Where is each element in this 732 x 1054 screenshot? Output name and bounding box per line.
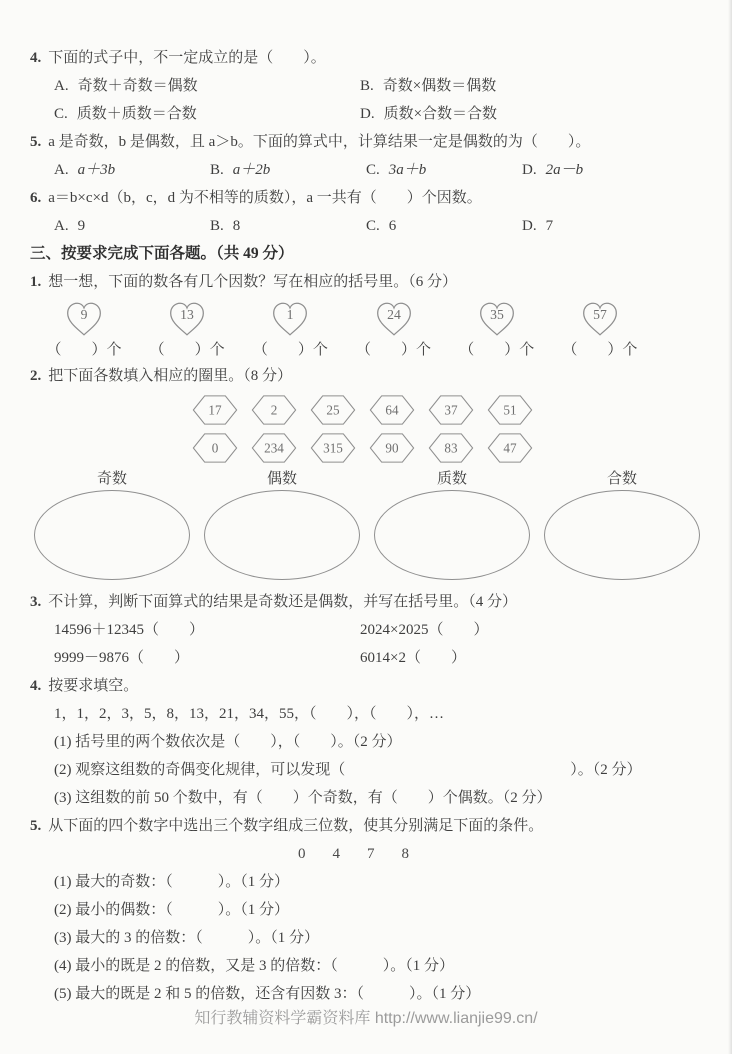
hexagon-shape-icon xyxy=(485,394,535,426)
option-c xyxy=(366,216,522,236)
option-text: 7 xyxy=(545,218,554,234)
circle-label: 合数 xyxy=(606,471,637,487)
heart-shape-icon xyxy=(167,300,207,338)
heart-item xyxy=(139,300,235,360)
question-number: 2. xyxy=(30,368,42,384)
hexagon-shape-icon xyxy=(190,432,240,464)
expression-item: 2024×2025（ ） xyxy=(360,622,489,638)
sub-question-1: (1) 括号里的两个数依次是（ ），（ ）。（2 分） xyxy=(54,734,402,750)
answer-blank: （ ）个 xyxy=(356,342,432,358)
question-4 xyxy=(30,48,706,124)
oval-circle xyxy=(34,490,190,580)
heart-shape-icon xyxy=(580,300,620,338)
question-number: 3. xyxy=(30,594,42,610)
heart-shape-icon xyxy=(64,300,104,338)
option-c xyxy=(366,160,522,180)
hexagon-shape-icon xyxy=(367,394,417,426)
circle-odd xyxy=(32,470,192,580)
question-number: 1. xyxy=(30,274,42,290)
hexagon-shape-icon xyxy=(367,432,417,464)
hexagon-row-2 xyxy=(190,432,706,464)
heart-number: 13 xyxy=(180,307,195,322)
option-label: C. xyxy=(366,162,380,178)
option-text: a＋2b xyxy=(232,162,271,178)
question-text: a＝b×c×d（b，c，d 为不相等的质数），a 一共有（ ）个因数。 xyxy=(48,190,482,206)
question-iii-2-stem xyxy=(30,366,706,386)
expression-item: 6014×2（ ） xyxy=(360,650,466,666)
heart-number: 35 xyxy=(489,307,504,322)
option-b xyxy=(360,76,496,96)
question-text: 不计算，判断下面算式的结果是奇数还是偶数，并写在括号里。（4 分） xyxy=(48,594,518,610)
heart-item xyxy=(36,300,132,360)
option-label: C. xyxy=(366,218,380,234)
option-d xyxy=(360,104,497,124)
option-d xyxy=(522,216,553,236)
answer-blank: （ ）个 xyxy=(252,342,328,358)
expression-row-2 xyxy=(30,648,706,668)
question-5 xyxy=(30,132,706,180)
hexagon-number: 64 xyxy=(385,402,399,418)
hexagon-number: 2 xyxy=(270,402,278,418)
option-text: 3a＋b xyxy=(388,162,427,178)
option-text: 2a－b xyxy=(545,162,584,178)
question-iii-3 xyxy=(30,592,706,668)
option-label: A. xyxy=(54,162,69,178)
hexagon-shape-icon xyxy=(485,432,535,464)
sub-question-2: (2) 观察这组数的奇偶变化规律，可以发现（ ）。（2 分） xyxy=(54,762,642,778)
hexagon-number: 315 xyxy=(323,440,343,456)
option-label: A. xyxy=(54,218,69,234)
question-iii-1-stem xyxy=(30,272,706,292)
option-text: a＋3b xyxy=(77,162,116,178)
hexagon-shape-icon xyxy=(249,394,299,426)
digit-choice: 7 xyxy=(367,846,375,862)
question-number: 5. xyxy=(30,134,42,150)
question-iii-2 xyxy=(30,366,706,580)
answer-blank: （ ）个 xyxy=(459,342,535,358)
heart-number: 1 xyxy=(286,307,294,322)
question-iii-5 xyxy=(30,816,706,1004)
heart-item xyxy=(552,300,648,360)
option-text: 质数×合数＝合数 xyxy=(383,106,498,122)
question-number: 5. xyxy=(30,818,42,834)
section-heading: 三、按要求完成下面各题。（共 49 分） xyxy=(30,245,294,262)
expression-item: 9999－9876（ ） xyxy=(54,650,190,666)
question-6-options-row xyxy=(30,216,706,236)
digit-choice: 8 xyxy=(401,846,409,862)
option-b xyxy=(210,216,366,236)
question-4-stem xyxy=(30,48,706,68)
question-text: a 是奇数，b 是偶数，且 a＞b。下面的算式中，计算结果一定是偶数的为（ ）。 xyxy=(48,134,591,150)
hexagon-shape-icon xyxy=(426,394,476,426)
heart-item xyxy=(449,300,545,360)
expression-item: 14596＋12345（ ） xyxy=(54,622,205,638)
hexagon-number: 17 xyxy=(208,402,222,418)
circle-composite xyxy=(542,470,702,580)
digit-choices-row xyxy=(30,844,706,864)
option-label: D. xyxy=(360,106,375,122)
option-label: A. xyxy=(54,78,69,94)
question-text: 把下面各数填入相应的圈里。（8 分） xyxy=(48,368,293,384)
oval-circle xyxy=(204,490,360,580)
option-text: 8 xyxy=(232,218,241,234)
hexagon-number: 83 xyxy=(444,440,458,456)
heart-shape-icon xyxy=(477,300,517,338)
question-text: 从下面的四个数字中选出三个数字组成三位数，使其分别满足下面的条件。 xyxy=(48,818,544,834)
heart-number: 24 xyxy=(386,307,401,322)
answer-blank: （ ）个 xyxy=(149,342,225,358)
option-text: 9 xyxy=(77,218,86,234)
circle-prime xyxy=(372,470,532,580)
option-d xyxy=(522,160,583,180)
option-a xyxy=(54,76,360,96)
oval-circle xyxy=(544,490,700,580)
question-text: 下面的式子中，不一定成立的是（ ）。 xyxy=(48,50,326,66)
circle-even xyxy=(202,470,362,580)
answer-blank: （ ）个 xyxy=(562,342,638,358)
hexagon-shape-icon xyxy=(190,394,240,426)
hexagon-number: 90 xyxy=(385,440,399,456)
question-text: 按要求填空。 xyxy=(48,678,139,694)
question-iii-4 xyxy=(30,676,706,808)
classification-circles-row xyxy=(32,470,702,580)
heart-shape-icon xyxy=(270,300,310,338)
hexagon-number: 51 xyxy=(503,402,517,418)
option-label: B. xyxy=(210,218,224,234)
question-4-options-row-1 xyxy=(30,76,706,96)
circle-label: 质数 xyxy=(436,471,467,487)
question-5-options-row xyxy=(30,160,706,180)
option-label: B. xyxy=(210,162,224,178)
question-iii-4-stem xyxy=(30,676,706,696)
heart-item xyxy=(346,300,442,360)
option-c xyxy=(54,104,360,124)
question-4-options-row-2 xyxy=(30,104,706,124)
option-text: 质数＋质数＝合数 xyxy=(76,106,197,122)
question-number: 4. xyxy=(30,50,42,66)
option-a xyxy=(54,160,210,180)
option-label: D. xyxy=(522,162,537,178)
watermark-text: 知行教辅资料学霸资料库 http://www.lianjie99.cn/ xyxy=(194,1010,538,1027)
question-6 xyxy=(30,188,706,236)
option-label: D. xyxy=(522,218,537,234)
question-number: 6. xyxy=(30,190,42,206)
question-iii-5-stem xyxy=(30,816,706,836)
digit-choice: 0 xyxy=(298,846,306,862)
circle-label: 偶数 xyxy=(266,471,297,487)
hexagon-shape-icon xyxy=(426,432,476,464)
option-text: 奇数＋奇数＝偶数 xyxy=(77,78,198,94)
heart-shape-icon xyxy=(374,300,414,338)
sub-question-2: (2) 最小的偶数：（ ）。（1 分） xyxy=(54,902,289,918)
digit-choice: 4 xyxy=(332,846,340,862)
hearts-row xyxy=(36,300,648,360)
hexagon-row-1 xyxy=(190,394,706,426)
expression-row-1 xyxy=(30,620,706,640)
heart-number: 57 xyxy=(593,307,607,322)
option-label: B. xyxy=(360,78,374,94)
hexagon-number: 47 xyxy=(503,440,517,456)
option-b xyxy=(210,160,366,180)
heart-number: 9 xyxy=(80,307,88,322)
oval-circle xyxy=(374,490,530,580)
question-number: 4. xyxy=(30,678,42,694)
question-6-stem xyxy=(30,188,706,208)
heart-item xyxy=(242,300,338,360)
answer-blank: （ ）个 xyxy=(46,342,122,358)
hexagon-shape-icon xyxy=(308,432,358,464)
hexagon-number: 37 xyxy=(444,402,458,418)
option-text: 奇数×偶数＝偶数 xyxy=(382,78,497,94)
option-label: C. xyxy=(54,106,68,122)
sub-question-1: (1) 最大的奇数：（ ）。（1 分） xyxy=(54,874,289,890)
option-text: 6 xyxy=(388,218,397,234)
number-sequence: 1，1，2，3，5，8，13，21，34，55，（ ），（ ），… xyxy=(54,706,445,722)
hexagon-number: 0 xyxy=(211,440,219,456)
sub-question-4: (4) 最小的既是 2 的倍数，又是 3 的倍数：（ ）。（1 分） xyxy=(54,958,454,974)
question-iii-3-stem xyxy=(30,592,706,612)
hexagon-shape-icon xyxy=(249,432,299,464)
question-5-stem xyxy=(30,132,706,152)
hexagon-number: 25 xyxy=(326,402,340,418)
question-text: 想一想，下面的数各有几个因数？写在相应的括号里。（6 分） xyxy=(48,274,458,290)
hexagon-shape-icon xyxy=(308,394,358,426)
sub-question-5: (5) 最大的既是 2 和 5 的倍数，还含有因数 3：（ ）。（1 分） xyxy=(54,986,481,1002)
question-iii-1 xyxy=(30,272,706,360)
sub-question-3: (3) 最大的 3 的倍数：（ ）。（1 分） xyxy=(54,930,319,946)
circle-label: 奇数 xyxy=(96,471,127,487)
hexagon-number: 234 xyxy=(264,440,284,456)
option-a xyxy=(54,216,210,236)
sub-question-3: (3) 这组数的前 50 个数中，有（ ）个奇数，有（ ）个偶数。（2 分） xyxy=(54,790,552,806)
